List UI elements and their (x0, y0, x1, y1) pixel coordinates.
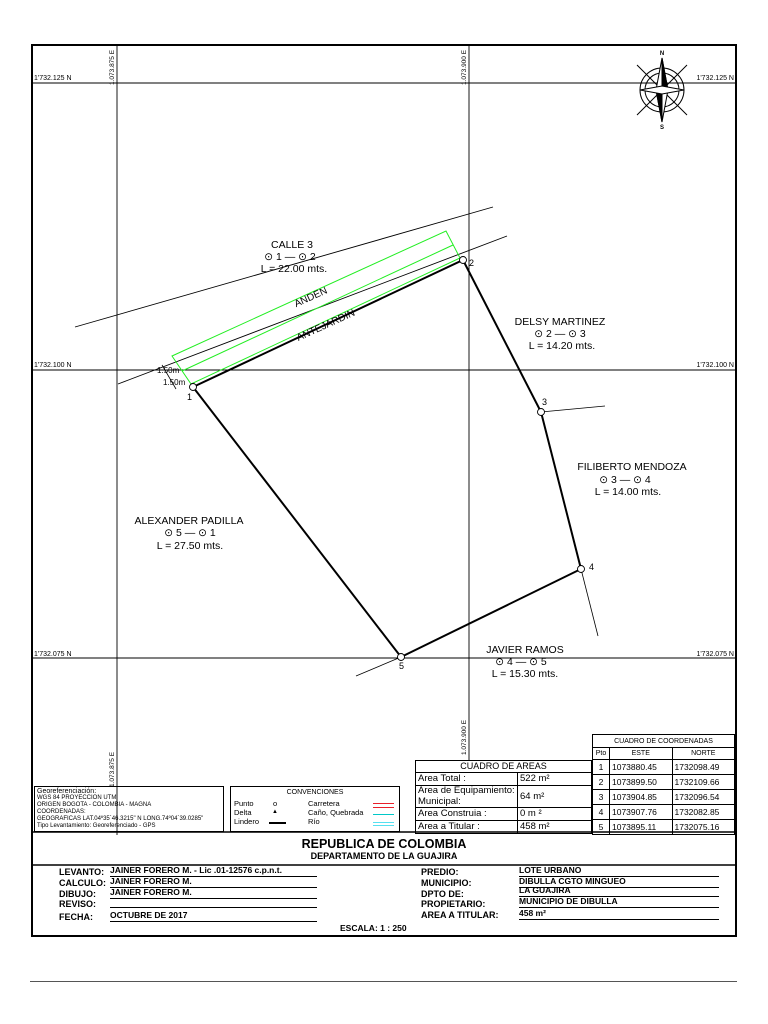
areas-table (415, 760, 592, 834)
grid-label-east-right-top: 1.073.900 E (461, 49, 468, 85)
point-symbol-icon: o (273, 799, 278, 808)
coordinate-grid (33, 46, 735, 835)
grid-label-north-mid-left: 1'732.100 N (34, 362, 72, 369)
vertex-label-3: 3 (542, 397, 548, 407)
svg-text:⊙ 4 — ⊙ 5: ⊙ 4 — ⊙ 5 (495, 656, 547, 668)
convention-label-cano-quebrada: Caño, Quebrada (308, 808, 364, 817)
georef-line: Tipo Levantamiento: Georeferenciado - GPS (37, 823, 156, 829)
grid-label-north-mid-right: 1'732.100 N (696, 362, 734, 369)
propietario-value: MUNICIPIO DE DIBULLA (519, 897, 719, 908)
anden-label: ANDEN (292, 285, 330, 310)
dibujo-value: JAINER FORERO M. (110, 888, 317, 899)
table-row: 5 1073895.11 1732075.16 (593, 820, 735, 835)
reviso-value (110, 898, 317, 908)
road-line-icon (373, 803, 394, 808)
georeference-box (34, 786, 224, 832)
propietario-label: PROPIETARIO: (421, 899, 486, 909)
area-titular-label: AREA A TITULAR: (421, 910, 499, 920)
country-title: REPUBLICA DE COLOMBIA (301, 837, 467, 851)
coordinates-header-north: NORTE (672, 748, 735, 760)
georef-line: GEOGRAFICAS LAT.04º35´46.3215" N LONG.74º04´39.0285" (37, 816, 204, 822)
svg-text:CALLE 3: CALLE 3 (270, 239, 314, 251)
river-line-icon (373, 822, 394, 826)
svg-text:⊙ 5 — ⊙ 1: ⊙ 5 — ⊙ 1 (164, 527, 216, 539)
coordinates-table (592, 734, 735, 835)
georef-line: WGS 84 PROYECCION UTM (37, 795, 117, 801)
reviso-label: REVISO: (59, 899, 97, 909)
setback-label-2: 1.50m (163, 378, 186, 387)
convention-label-rio: Río (308, 817, 320, 826)
conventions-title: CONVENCIONES (286, 789, 344, 796)
svg-text:DELSY MARTINEZ: DELSY MARTINEZ (514, 316, 606, 328)
fecha-label: FECHA: (59, 912, 93, 922)
vertex-point-icon (538, 409, 545, 416)
svg-text:L = 14.20 mts.: L = 14.20 mts. (528, 340, 596, 352)
compass-south-label: S (659, 125, 665, 131)
svg-text:FILIBERTO MENDOZA: FILIBERTO MENDOZA (577, 461, 687, 473)
calculo-label: CALCULO: (59, 878, 106, 888)
vertex-point-icon (190, 384, 197, 391)
dpto-label: DPTO DE: (421, 889, 464, 899)
creek-line-icon (373, 814, 394, 815)
table-row: Area Construia : 0 m ² (416, 808, 592, 821)
fecha-value: OCTUBRE DE 2017 (110, 911, 317, 922)
convention-label-carretera: Carretera (308, 799, 340, 808)
boundary-label-javier-ramos (486, 644, 563, 680)
table-row: Area Total : 522 m² (416, 773, 592, 786)
areas-table-title: CUADRO DE AREAS (416, 761, 592, 773)
boundary-line-icon (269, 822, 286, 824)
grid-label-north-low-right: 1'732.075 N (696, 651, 734, 658)
svg-text:L = 14.00 mts.: L = 14.00 mts. (594, 486, 662, 498)
svg-text:L = 27.50 mts.: L = 27.50 mts. (156, 540, 224, 552)
levanto-label: LEVANTO: (59, 867, 105, 877)
vertex-label-2: 2 (469, 258, 475, 268)
coordinates-header-point: Pto (593, 748, 610, 760)
compass-rose-icon (637, 58, 687, 122)
svg-text:⊙ 2 — ⊙ 3: ⊙ 2 — ⊙ 3 (534, 328, 586, 340)
sidewalk-strips (172, 231, 460, 384)
levanto-value: JAINER FORERO M. - Lic .01-12576 c.p.n.t. (110, 866, 317, 877)
svg-text:JAVIER RAMOS: JAVIER RAMOS (486, 644, 564, 656)
convention-label-punto: Punto (234, 799, 254, 808)
predio-label: PREDIO: (421, 867, 459, 877)
department-title: DEPARTAMENTO DE LA GUAJIRA (310, 851, 458, 861)
svg-text:L = 15.30 mts.: L = 15.30 mts. (491, 668, 559, 680)
table-row: 1 1073880.45 1732098.49 (593, 760, 735, 775)
page-bottom-rule (30, 981, 737, 982)
vertex-label-4: 4 (589, 562, 595, 572)
table-row: Area a Titular : 458 m² (416, 821, 592, 834)
area-titular-value: 458 m² (519, 909, 719, 920)
setback-label-1: 1.50m (157, 366, 180, 375)
municipio-value: DIBULLA CGTO MINGUEO (519, 877, 719, 888)
municipio-label: MUNICIPIO: (421, 878, 472, 888)
compass-north-label: N (659, 51, 665, 57)
boundary-label-filiberto-mendoza (577, 461, 686, 498)
boundary-extensions (356, 406, 605, 676)
coordinates-table-title: CUADRO DE COORDENADAS (593, 735, 735, 748)
grid-label-east-right-bottom: 1.073.900 E (461, 719, 468, 755)
grid-label-north-low-left: 1'732.075 N (34, 651, 72, 658)
vertex-label-1: 1 (187, 392, 193, 402)
table-row: 4 1073907.76 1732082.85 (593, 805, 735, 820)
boundary-label-delsy-martinez (515, 316, 606, 352)
vertex-point-icon (460, 257, 467, 264)
vertex-label-5: 5 (399, 661, 405, 671)
scale-label: ESCALA: 1 : 250 (340, 923, 407, 933)
convention-label-lindero: Lindero (234, 817, 260, 826)
svg-text:ALEXANDER PADILLA: ALEXANDER PADILLA (134, 515, 244, 527)
coordinates-header-east: ESTE (610, 748, 673, 760)
georef-line: ORIGEN BOGOTA - COLOMBIA - MAGNA (37, 802, 152, 808)
table-row: Area de Equipamiento: Municipal: 64 m² (416, 786, 592, 808)
conventions-box (230, 786, 400, 832)
calculo-value: JAINER FORERO M. (110, 877, 317, 888)
boundary-label-alexander-padilla (135, 515, 244, 552)
road-edges (75, 207, 507, 384)
grid-label-east-left-bottom: 1.073.875 E (109, 751, 116, 787)
grid-label-north-top-right: 1'732.125 N (696, 75, 734, 82)
dpto-value: LA GUAJIRA (519, 886, 719, 897)
georef-line: Georeferenciación: (37, 788, 97, 795)
vertex-point-icon (398, 654, 405, 661)
grid-label-east-left-top: 1.073.875 E (109, 49, 116, 85)
convention-label-delta: Delta (234, 808, 252, 817)
table-row: 2 1073899.50 1732109.66 (593, 775, 735, 790)
svg-text:L = 22.00 mts.: L = 22.00 mts. (260, 263, 328, 275)
table-row: 3 1073904.85 1732096.54 (593, 790, 735, 805)
georef-line: COORDENADAS: (37, 809, 86, 815)
dibujo-label: DIBUJO: (59, 889, 97, 899)
grid-label-north-top-left: 1'732.125 N (34, 75, 72, 82)
antejardin-label: ANTEJARDIN (295, 307, 357, 344)
svg-text:⊙ 1 — ⊙ 2: ⊙ 1 — ⊙ 2 (264, 251, 316, 263)
delta-triangle-icon: ▲ (272, 809, 278, 815)
predio-value: LOTE URBANO (519, 866, 719, 877)
svg-text:⊙ 3 — ⊙ 4: ⊙ 3 — ⊙ 4 (599, 474, 651, 486)
vertex-point-icon (578, 566, 585, 573)
